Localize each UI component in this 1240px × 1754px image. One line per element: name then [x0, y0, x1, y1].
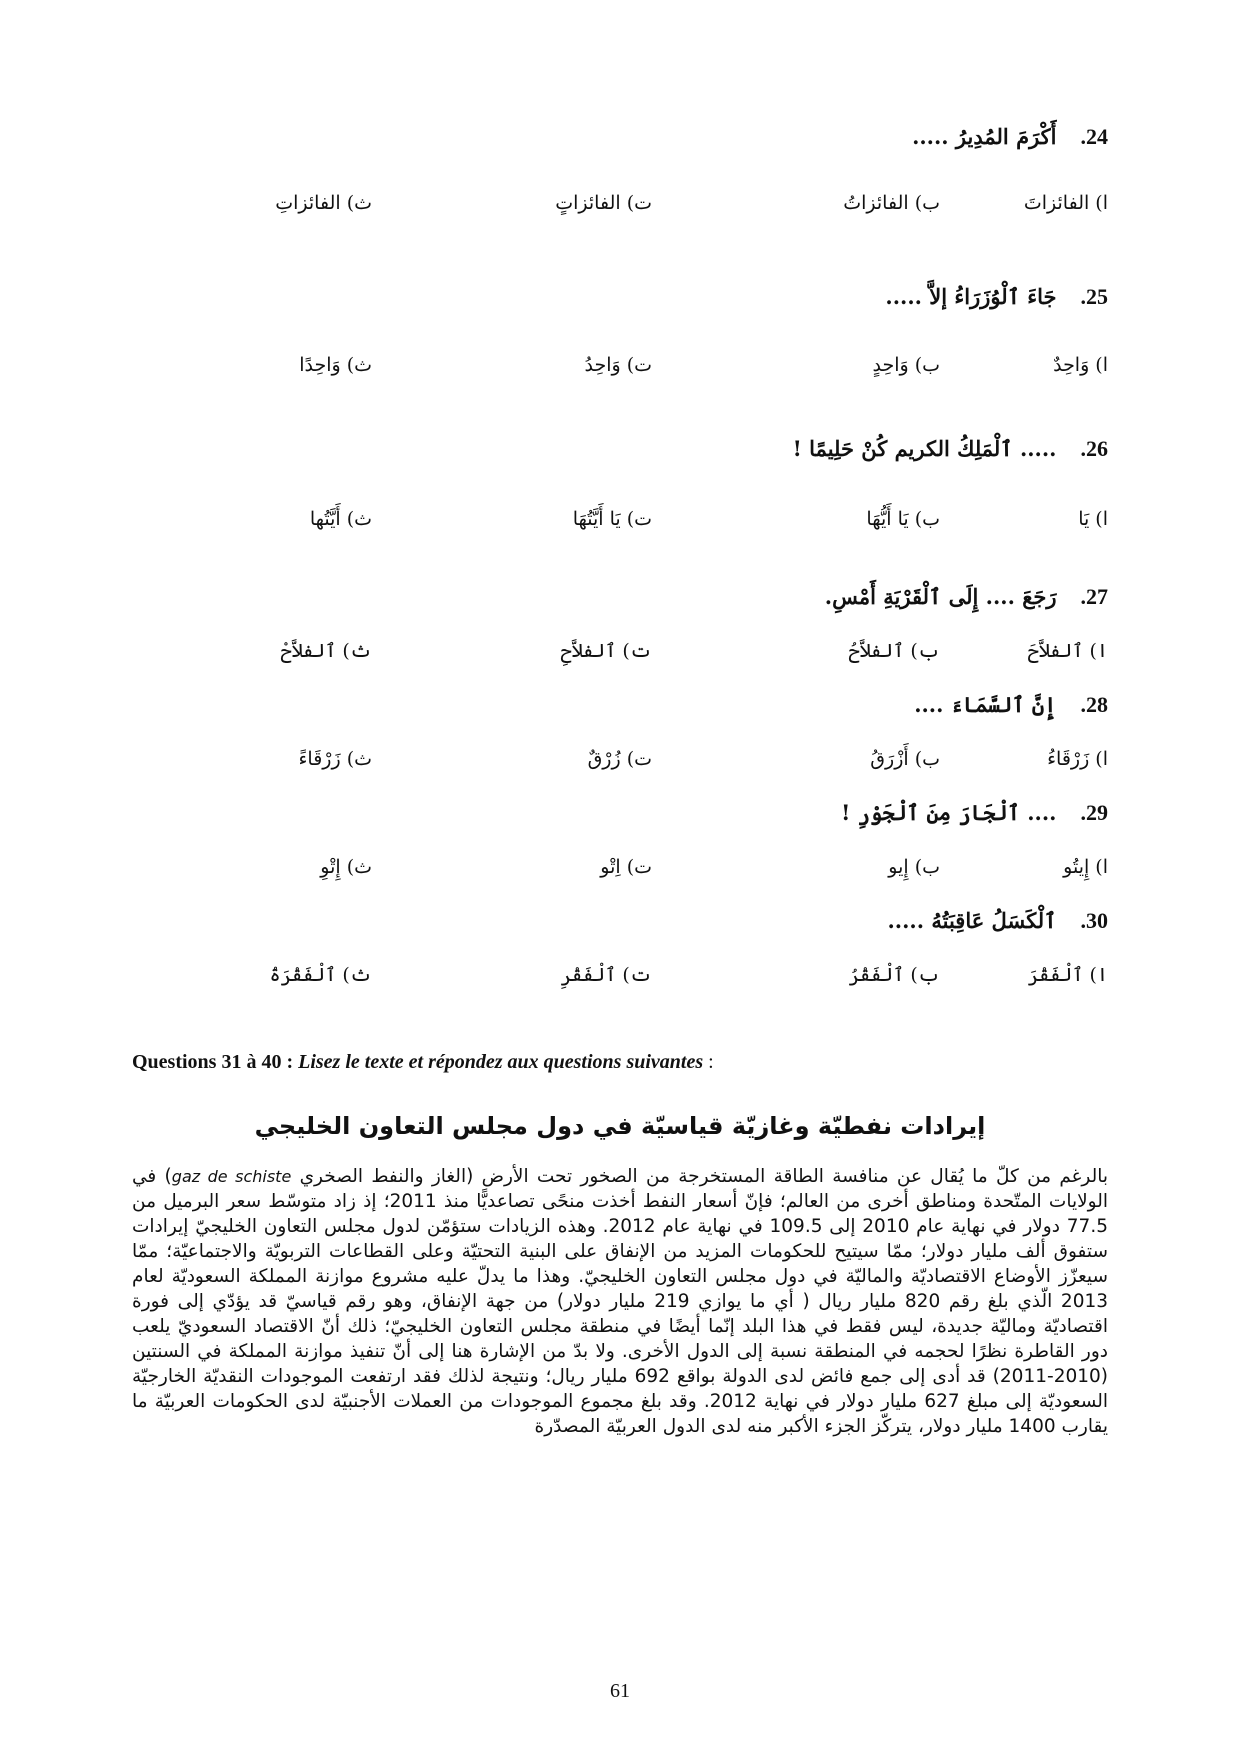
section-heading — [132, 1051, 714, 1074]
option-a: ا) زَرْقَاءُ — [1047, 748, 1108, 770]
question-26 — [148, 436, 1108, 462]
article-foreign-term: gaz de schiste — [171, 1167, 292, 1186]
option-d: ث) ٱلفلاَّحْ — [280, 640, 372, 662]
option-a: ا) ٱلْفَقْرَ — [1027, 964, 1108, 986]
question-24 — [148, 124, 1108, 150]
question-number: .30 — [1080, 908, 1108, 933]
option-b: ب) أَزْرَقُ — [870, 748, 940, 770]
section-heading-instruction: Lisez le texte et répondez aux questions suivantes — [298, 1051, 704, 1073]
option-a: ا) الفائزاتَ — [1023, 192, 1108, 214]
option-d: ث) زَرْقَاءً — [298, 748, 372, 770]
option-c: ت) زُرْقٌ — [587, 748, 652, 770]
question-prompt: رَجَعَ .... إِلَى ٱلْقَرْيَةِ أَمْسِ. — [824, 584, 1057, 609]
section-heading-lead: Questions 31 à 40 : — [132, 1051, 294, 1073]
article-body — [132, 1164, 1108, 1439]
option-c: ت) الفائزاتٍ — [555, 192, 652, 214]
options-25 — [0, 354, 1240, 394]
option-b: ب) إِيو — [888, 856, 940, 878]
option-c: ت) ٱلفلاَّحِ — [560, 640, 652, 662]
options-26 — [0, 508, 1240, 548]
option-c: ت) ٱلْفَقْرِ — [560, 964, 652, 986]
question-27 — [148, 584, 1108, 610]
option-b: ب) وَاحِدٍ — [872, 354, 940, 376]
question-prompt: أَكْرَمَ المُدِيرُ ..... — [912, 124, 1057, 149]
option-b: ب) يَا أَيُّهَا — [866, 508, 940, 530]
options-24 — [0, 192, 1240, 232]
question-28 — [148, 692, 1108, 718]
option-d: ث) أَيَّتُها — [309, 508, 372, 530]
option-d: ث) الفائزاتِ — [275, 192, 372, 214]
question-number: .29 — [1080, 800, 1108, 825]
option-b: ب) ٱلْفَقْرُ — [848, 964, 940, 986]
options-30 — [0, 964, 1240, 1004]
option-c: ت) يَا أَيَّتُهَا — [572, 508, 652, 530]
question-prompt: .... ٱلْجَارَ مِنَ ٱلْجَوْرِ ! — [841, 800, 1057, 825]
option-a: ا) ٱلفلاَّحَ — [1027, 640, 1108, 662]
option-d: ث) إِتْوِ — [320, 856, 372, 878]
option-b: ب) الفائزاتُ — [843, 192, 940, 214]
option-b: ب) ٱلفلاَّحُ — [848, 640, 940, 662]
options-28 — [0, 748, 1240, 788]
question-number: .24 — [1080, 124, 1108, 149]
article-title: إيرادات نفطيّة وغازيّة قياسيّة في دول مجلس التعاون الخليجي — [254, 1112, 986, 1140]
article-body-part2: ) في الولايات المتّحدة ومناطق أخرى من العالم؛ فإنّ أسعار النفط أخذت منحًى تصاعديًّا منذ 2011؛ إذ زاد متوسّط سعر البرميل من 77.5 دولار في نهاية عام 2010 إلى 109.5 في نهاية عام 2012. وهذه الزيادات ستؤمّن لدول مجلس التعاون الخليجيّ إيرادات ستفوق ألف مليار دولار؛ ممّا سيتيح للحكومات المزيد من الإنفاق على البنية التحتيّة وعلى القطاعات التربويّة والاجتماعيّة؛ ممّا سيعزّز الأوضاع الاقتصاديّة والماليّة في دول مجلس التعاون الخليجيّ. وهذا ما يدلّ عليه مشروع موازنة المملكة السعوديّة لعام 2013 الّذي بلغ رقم 820 مليار ريال ( أي ما يوازي 219 مليار دولار) من جهة الإنفاق، وهو رقم قياسيّ قد يؤدّي إلى فورة اقتصاديّة وماليّة جديدة، ليس فقط في هذا البلد إنّما أيضًا في منطقة مجلس التعاون الخليجيّ؛ ذلك أنّ الاقتصاد السعوديّ يلعب دور القاطرة نظرًا لحجمه في المنطقة نسبة إلى الدول الأخرى. ولا بدّ من الإشارة هنا إلى أنّ تنفيذ موازنة المملكة في السنتين (2010-2011) قد أدى إلى جمع فائض لدى الدولة بواقع 692 مليار ريال؛ ونتيجة لذلك فقد ارتفعت الموجودات النقديّة الخارجيّة السعوديّة إلى مبلغ 627 مليار دولار في نهاية 2012. وقد بلغ مجموع الموجودات من العملات الأجنبيّة لدى الحكومات العربيّة ما يقارب 1400 مليار دولار، يتركّز الجزء الأكبر منه لدى الدول العربيّة المصدّرة — [132, 1166, 1109, 1437]
option-a: ا) إِيتُو — [1063, 856, 1108, 878]
option-d: ث) ٱلْفَقْرَةُ — [269, 964, 372, 986]
question-prompt: ..... ٱلْمَلِكُ الكريم كُنْ حَلِيمًا ! — [792, 436, 1057, 461]
question-number: .28 — [1080, 692, 1108, 717]
article-body-part1: بالرغم من كلّ ما يُقال عن منافسة الطاقة المستخرجة من الصخور تحت الأرض (الغاز والنفط الصخري — [291, 1166, 1108, 1187]
option-a: ا) وَاحِدٌ — [1053, 354, 1108, 376]
question-number: .25 — [1080, 284, 1108, 309]
page-number: 61 — [610, 1680, 630, 1702]
section-heading-trailing: : — [703, 1051, 714, 1073]
option-a: ا) يَا — [1078, 508, 1108, 530]
question-prompt: ٱلْكَسَلُ عَاقِبَتُهُ ..... — [887, 908, 1057, 933]
question-number: .27 — [1080, 584, 1108, 609]
option-c: ت) اِتْو — [600, 856, 652, 878]
question-prompt: جَاءَ ٱلْوُزَرَاءُ إلاَّ ..... — [885, 284, 1057, 309]
options-27 — [0, 640, 1240, 680]
options-29 — [0, 856, 1240, 896]
option-d: ث) وَاحِدًا — [299, 354, 372, 376]
option-c: ت) وَاحِدُ — [584, 354, 652, 376]
question-29 — [148, 800, 1108, 826]
question-number: .26 — [1080, 436, 1108, 461]
question-prompt: إِنَّ ٱلسَّمَاءَ .... — [914, 692, 1057, 717]
question-30 — [148, 908, 1108, 934]
question-25 — [148, 284, 1108, 310]
